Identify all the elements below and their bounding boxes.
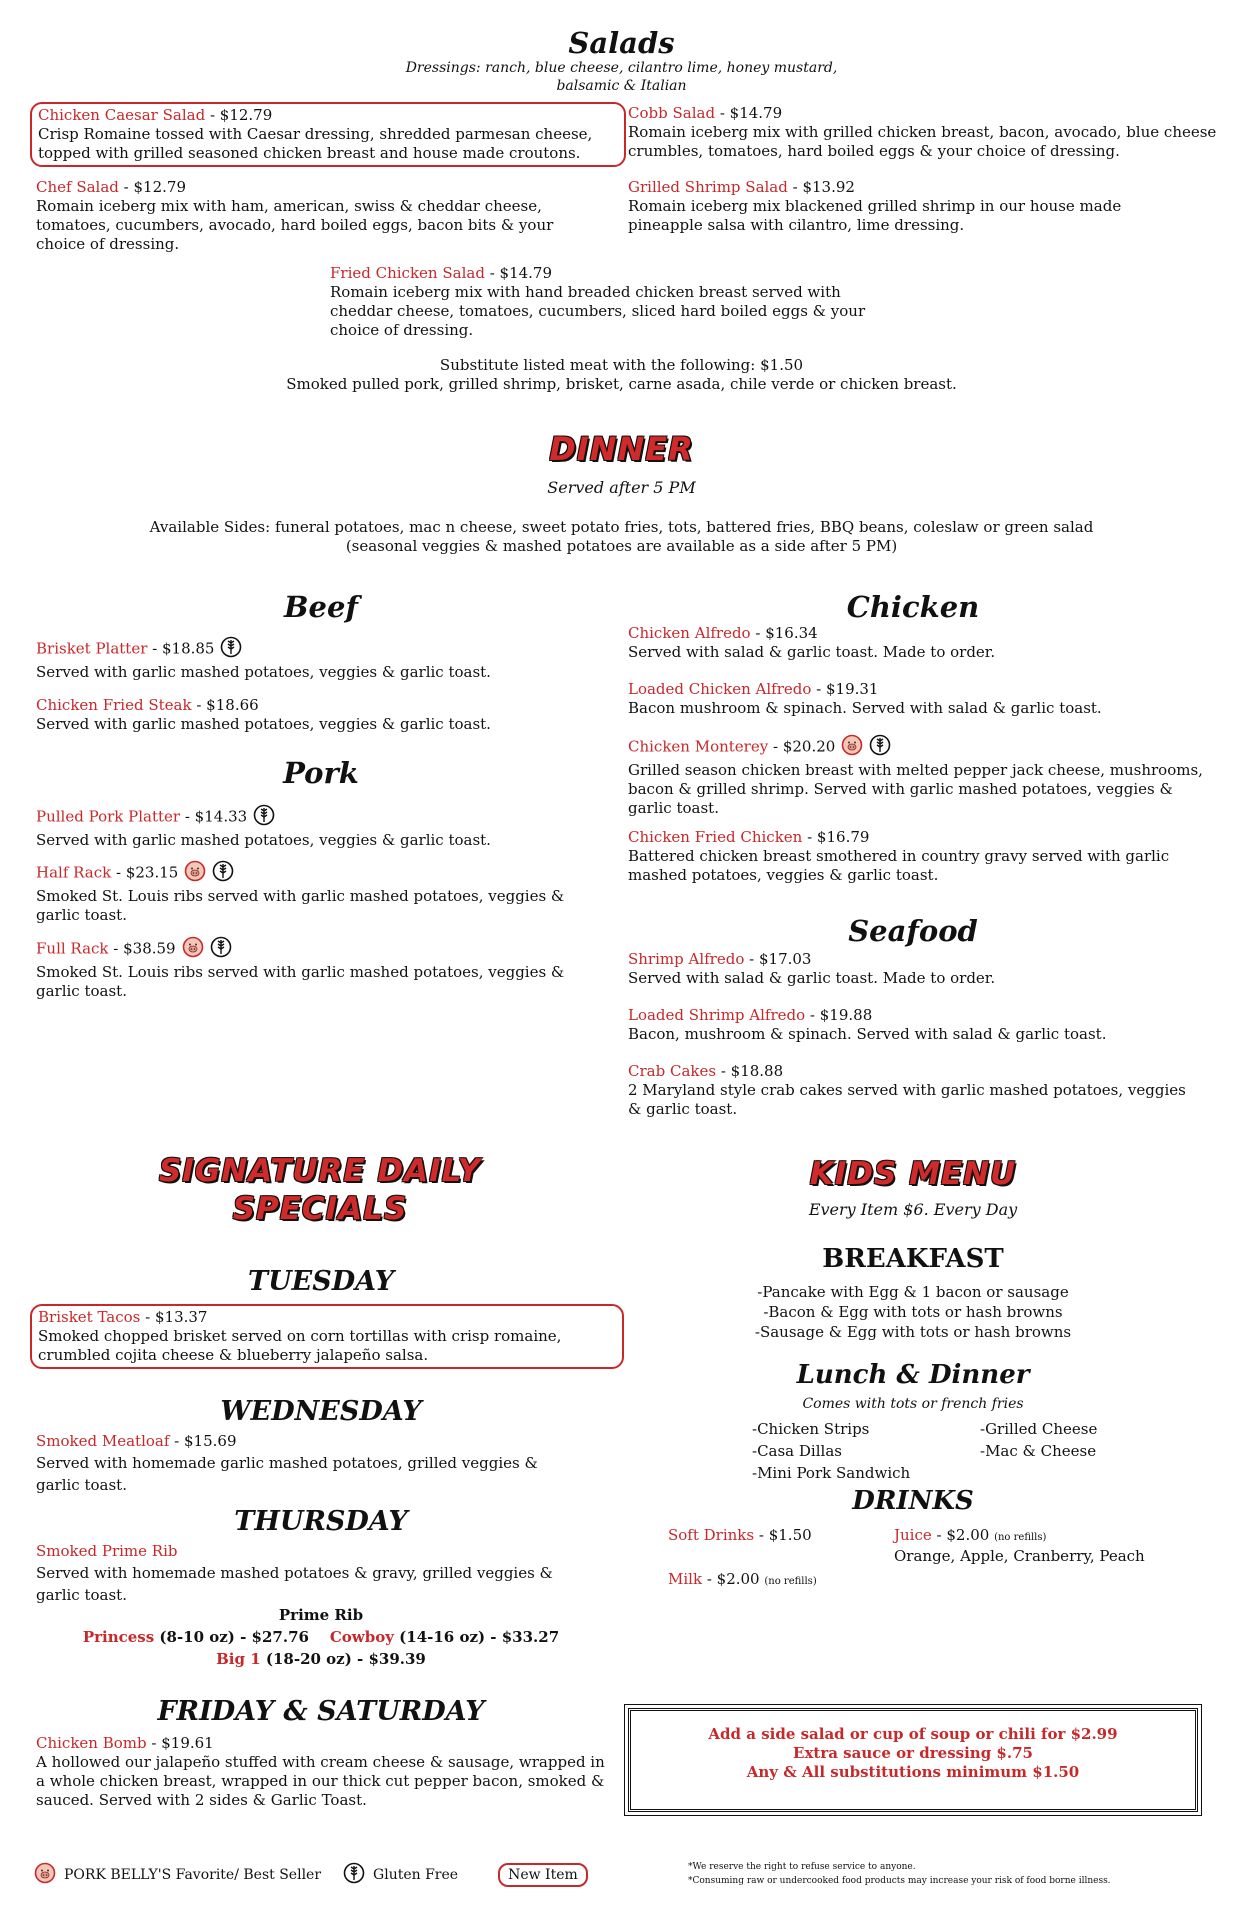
item-desc: Served with garlic mashed potatoes, veggies & garlic toast. (36, 715, 491, 733)
smoked-prime-rib (36, 1540, 556, 1606)
item-name: Shrimp Alfredo (628, 950, 745, 968)
pulled-pork-platter (36, 804, 596, 850)
item-note: (no refills) (994, 1532, 1047, 1543)
item-desc: Served with salad & garlic toast. Made to order. (628, 969, 996, 987)
item-name: Chicken Bomb (36, 1734, 147, 1752)
item-name: Brisket Platter (36, 639, 148, 658)
breakfast-title: BREAKFAST (822, 1244, 1004, 1274)
crab-cakes (628, 1062, 1188, 1119)
item-name: Chicken Fried Chicken (628, 828, 803, 846)
item-desc: Served with garlic mashed potatoes, veggies & garlic toast. (36, 663, 491, 681)
pork-title: Pork (283, 756, 359, 790)
list-item: -Mini Pork Sandwich (752, 1464, 911, 1482)
gluten-free-icon (869, 734, 891, 761)
item-desc: Smoked St. Louis ribs served with garlic mashed potatoes, veggies & garlic toast. (36, 887, 565, 924)
drinks-title: DRINKS (852, 1486, 974, 1516)
substitute-line-2: Smoked pulled pork, grilled shrimp, brisket, carne asada, chile verde or chicken breast. (286, 375, 957, 393)
brisket-platter (36, 636, 596, 682)
chicken-fried-chicken (628, 828, 1218, 885)
specials-title-line-1: SIGNATURE DAILY (158, 1153, 482, 1189)
thursday-title: THURSDAY (234, 1506, 408, 1537)
item-price: - $2.00 (702, 1570, 760, 1588)
legend (34, 1862, 588, 1888)
item-price: - $19.31 (811, 680, 879, 698)
item-name: Chicken Monterey (628, 737, 769, 756)
item-name: Cobb Salad (628, 104, 716, 122)
shrimp-alfredo (628, 950, 1218, 988)
item-name: Milk (668, 1570, 703, 1588)
gluten-free-icon (212, 860, 234, 887)
dressings-line-1: Dressings: ranch, blue cheese, cilantro lime, honey mustard, (405, 60, 838, 76)
item-desc: Romain iceberg mix with ham, american, swiss & cheddar cheese, tomatoes, cucumbers, avocado, hard boiled eggs, bacon bits & your choice of dressing. (36, 197, 554, 253)
loaded-chicken-alfredo (628, 680, 1218, 718)
cobb-salad (628, 104, 1218, 161)
prime-rib-title: Prime Rib (278, 1606, 364, 1624)
chicken-fried-steak (36, 696, 596, 734)
item-price: - $19.61 (146, 1734, 214, 1752)
item-name: Juice (894, 1526, 932, 1544)
item-name: Soft Drinks (668, 1526, 755, 1544)
pig-favorite-icon (34, 1862, 56, 1888)
item-note: (no refills) (764, 1576, 817, 1587)
beef-title: Beef (284, 590, 358, 624)
kids-menu-title: KIDS MENU (809, 1156, 1017, 1192)
item-desc: Smoked chopped brisket served on corn tortillas with crisp romaine, crumbled cojita cheese & blueberry jalapeño salsa. (38, 1327, 562, 1364)
list-item: -Sausage & Egg with tots or hash browns (754, 1323, 1072, 1341)
princess-price: (8-10 oz) - $27.76 (154, 1628, 309, 1646)
item-name: Pulled Pork Platter (36, 807, 181, 826)
dinner-title: DINNER (549, 430, 694, 468)
item-price: - $23.15 (111, 863, 179, 882)
smoked-meatloaf (36, 1430, 556, 1496)
legend-favorite-label: PORK BELLY'S Favorite/ Best Seller (64, 1867, 322, 1883)
item-desc: Bacon mushroom & spinach. Served with salad & garlic toast. (628, 699, 1102, 717)
item-desc: Grilled season chicken breast with melted pepper jack cheese, mushrooms, bacon & grilled shrimp. Served with garlic mashed potatoes, veggies & garlic toast. (628, 761, 1203, 817)
wednesday-title: WEDNESDAY (220, 1396, 422, 1427)
item-desc: Served with salad & garlic toast. Made to order. (628, 643, 996, 661)
item-desc: Served with homemade mashed potatoes & gravy, grilled veggies & garlic toast. (36, 1564, 553, 1604)
footnote-1: *We reserve the right to refuse service to anyone. (688, 1862, 916, 1872)
item-name: Brisket Tacos (38, 1308, 141, 1326)
chicken-alfredo (628, 624, 1218, 662)
item-desc: A hollowed our jalapeño stuffed with cream cheese & sausage, wrapped in a whole chicken breast, wrapped in our thick cut pepper bacon, smoked & sauced. Served with 2 sides & Garlic Toast. (36, 1753, 605, 1809)
addons-box (628, 1708, 1198, 1812)
chef-salad (36, 178, 596, 254)
pig-favorite-icon (184, 860, 206, 887)
item-desc: 2 Maryland style crab cakes served with garlic mashed potatoes, veggies & garlic toast. (628, 1081, 1186, 1118)
item-desc: Bacon, mushroom & spinach. Served with salad & garlic toast. (628, 1025, 1107, 1043)
item-desc: Romain iceberg mix with grilled chicken breast, bacon, avocado, blue cheese crumbles, tomatoes, hard boiled eggs & your choice of dressing. (628, 123, 1217, 160)
addon-line-3: Any & All substitutions minimum $1.50 (746, 1763, 1080, 1781)
item-name: Full Rack (36, 939, 109, 958)
list-item: -Casa Dillas (752, 1442, 842, 1460)
cowboy-name: Cowboy (329, 1628, 394, 1646)
milk (668, 1570, 817, 1591)
item-name: Chicken Alfredo (628, 624, 751, 642)
item-price: - $12.79 (118, 178, 186, 196)
list-item: -Pancake with Egg & 1 bacon or sausage (757, 1283, 1069, 1301)
footnotes (688, 1860, 1111, 1888)
lunch-dinner-title: Lunch & Dinner (796, 1360, 1030, 1390)
salads-title: Salads (568, 26, 675, 60)
item-price: - $16.34 (750, 624, 818, 642)
chicken-bomb (36, 1734, 616, 1810)
item-desc: Served with homemade garlic mashed potatoes, grilled veggies & garlic toast. (36, 1454, 538, 1494)
full-rack (36, 936, 576, 1001)
lunch-right-list (980, 1418, 1097, 1462)
item-name: Fried Chicken Salad (330, 264, 485, 282)
item-desc: Romain iceberg mix blackened grilled shrimp in our house made pineapple salsa with cilantro, lime dressing. (628, 197, 1122, 234)
item-name: Smoked Prime Rib (36, 1542, 178, 1560)
substitute-line-1: Substitute listed meat with the following: $1.50 (439, 356, 804, 374)
chicken-caesar-salad (30, 102, 626, 167)
item-desc: Served with garlic mashed potatoes, veggies & garlic toast. (36, 831, 491, 849)
juice-flavors: Orange, Apple, Cranberry, Peach (894, 1547, 1145, 1565)
item-name: Chicken Fried Steak (36, 696, 192, 714)
item-price: - $20.20 (768, 737, 836, 756)
item-name: Grilled Shrimp Salad (628, 178, 788, 196)
item-price: - $38.59 (108, 939, 176, 958)
gluten-free-icon (210, 936, 232, 963)
item-price: - $15.69 (169, 1432, 237, 1450)
prime-rib-big-row (36, 1650, 606, 1668)
tuesday-title: TUESDAY (247, 1266, 394, 1297)
item-name: Loaded Shrimp Alfredo (628, 1006, 806, 1024)
dressings-line-2: balsamic & Italian (556, 78, 687, 94)
pig-favorite-icon (182, 936, 204, 963)
item-name: Smoked Meatloaf (36, 1432, 170, 1450)
loaded-shrimp-alfredo (628, 1006, 1218, 1044)
item-name: Half Rack (36, 863, 112, 882)
gluten-free-icon (220, 636, 242, 663)
lunch-dinner-sub: Comes with tots or french fries (802, 1396, 1024, 1412)
list-item: -Bacon & Egg with tots or hash browns (763, 1303, 1063, 1321)
princess-name: Princess (82, 1628, 155, 1646)
item-price: - $17.03 (744, 950, 812, 968)
item-name: Crab Cakes (628, 1062, 717, 1080)
friday-saturday-title: FRIDAY & SATURDAY (157, 1696, 485, 1727)
item-price: - $13.92 (787, 178, 855, 196)
sides-line-2: (seasonal veggies & mashed potatoes are available as a side after 5 PM) (345, 537, 898, 555)
big-one-name: Big 1 (216, 1650, 261, 1668)
chicken-title: Chicken (846, 590, 980, 624)
big-one-price: (18-20 oz) - $39.39 (260, 1650, 426, 1668)
item-price: - $2.00 (931, 1526, 990, 1544)
item-price: - $13.37 (140, 1308, 208, 1326)
list-item: -Chicken Strips (752, 1420, 870, 1438)
breakfast-list (628, 1282, 1198, 1342)
sides-line-1: Available Sides: funeral potatoes, mac n cheese, sweet potato fries, tots, battered fries, BBQ beans, coleslaw or green salad (149, 518, 1094, 536)
item-price: - $18.85 (147, 639, 215, 658)
half-rack (36, 860, 576, 925)
item-desc: Battered chicken breast smothered in country gravy served with garlic mashed potatoes, veggies & garlic toast. (628, 847, 1170, 884)
fried-chicken-salad (330, 264, 890, 340)
addon-line-2: Extra sauce or dressing $.75 (793, 1744, 1033, 1762)
item-desc: Romain iceberg mix with hand breaded chicken breast served with cheddar cheese, tomatoes, cucumbers, sliced hard boiled eggs & your choice of dressing. (330, 283, 866, 339)
item-price: - $14.79 (484, 264, 553, 282)
item-price: - $14.33 (180, 807, 248, 826)
footnote-2: *Consuming raw or undercooked food products may increase your risk of food borne illness. (688, 1876, 1111, 1886)
soft-drinks (668, 1526, 812, 1545)
item-price: - $16.79 (802, 828, 870, 846)
dinner-served: Served after 5 PM (547, 478, 696, 497)
item-price: - $12.79 (205, 106, 273, 124)
lunch-left-list (752, 1418, 910, 1484)
specials-title (100, 1152, 540, 1228)
item-price: - $19.88 (805, 1006, 873, 1024)
pig-favorite-icon (841, 734, 863, 761)
legend-gluten-label: Gluten Free (373, 1867, 459, 1883)
item-name: Chicken Caesar Salad (38, 106, 206, 124)
kids-menu-sub: Every Item $6. Every Day (808, 1200, 1018, 1219)
list-item: -Mac & Cheese (980, 1442, 1097, 1460)
addon-line-1: Add a side salad or cup of soup or chili for $2.99 (708, 1725, 1118, 1743)
item-price: - $18.88 (716, 1062, 784, 1080)
item-desc: Smoked St. Louis ribs served with garlic mashed potatoes, veggies & garlic toast. (36, 963, 565, 1000)
seafood-title: Seafood (848, 914, 978, 948)
item-name: Loaded Chicken Alfredo (628, 680, 812, 698)
item-price: - $18.66 (191, 696, 259, 714)
brisket-tacos (30, 1304, 624, 1369)
prime-rib-sizes-row (36, 1628, 606, 1646)
item-name: Chef Salad (36, 178, 119, 196)
gluten-free-icon (253, 804, 275, 831)
item-price: - $14.79 (715, 104, 783, 122)
item-desc: Crisp Romaine tossed with Caesar dressing, shredded parmesan cheese, topped with grilled seasoned chicken breast and house made croutons. (38, 125, 593, 162)
gluten-free-icon (343, 1862, 365, 1888)
specials-title-line-2: SPECIALS (232, 1191, 408, 1227)
cowboy-price: (14-16 oz) - $33.27 (393, 1628, 560, 1646)
grilled-shrimp-salad (628, 178, 1188, 235)
list-item: -Grilled Cheese (980, 1420, 1098, 1438)
item-price: - $1.50 (754, 1526, 812, 1544)
chicken-monterey (628, 734, 1208, 818)
juice (894, 1526, 1145, 1566)
legend-new-item-badge: New Item (498, 1863, 588, 1887)
